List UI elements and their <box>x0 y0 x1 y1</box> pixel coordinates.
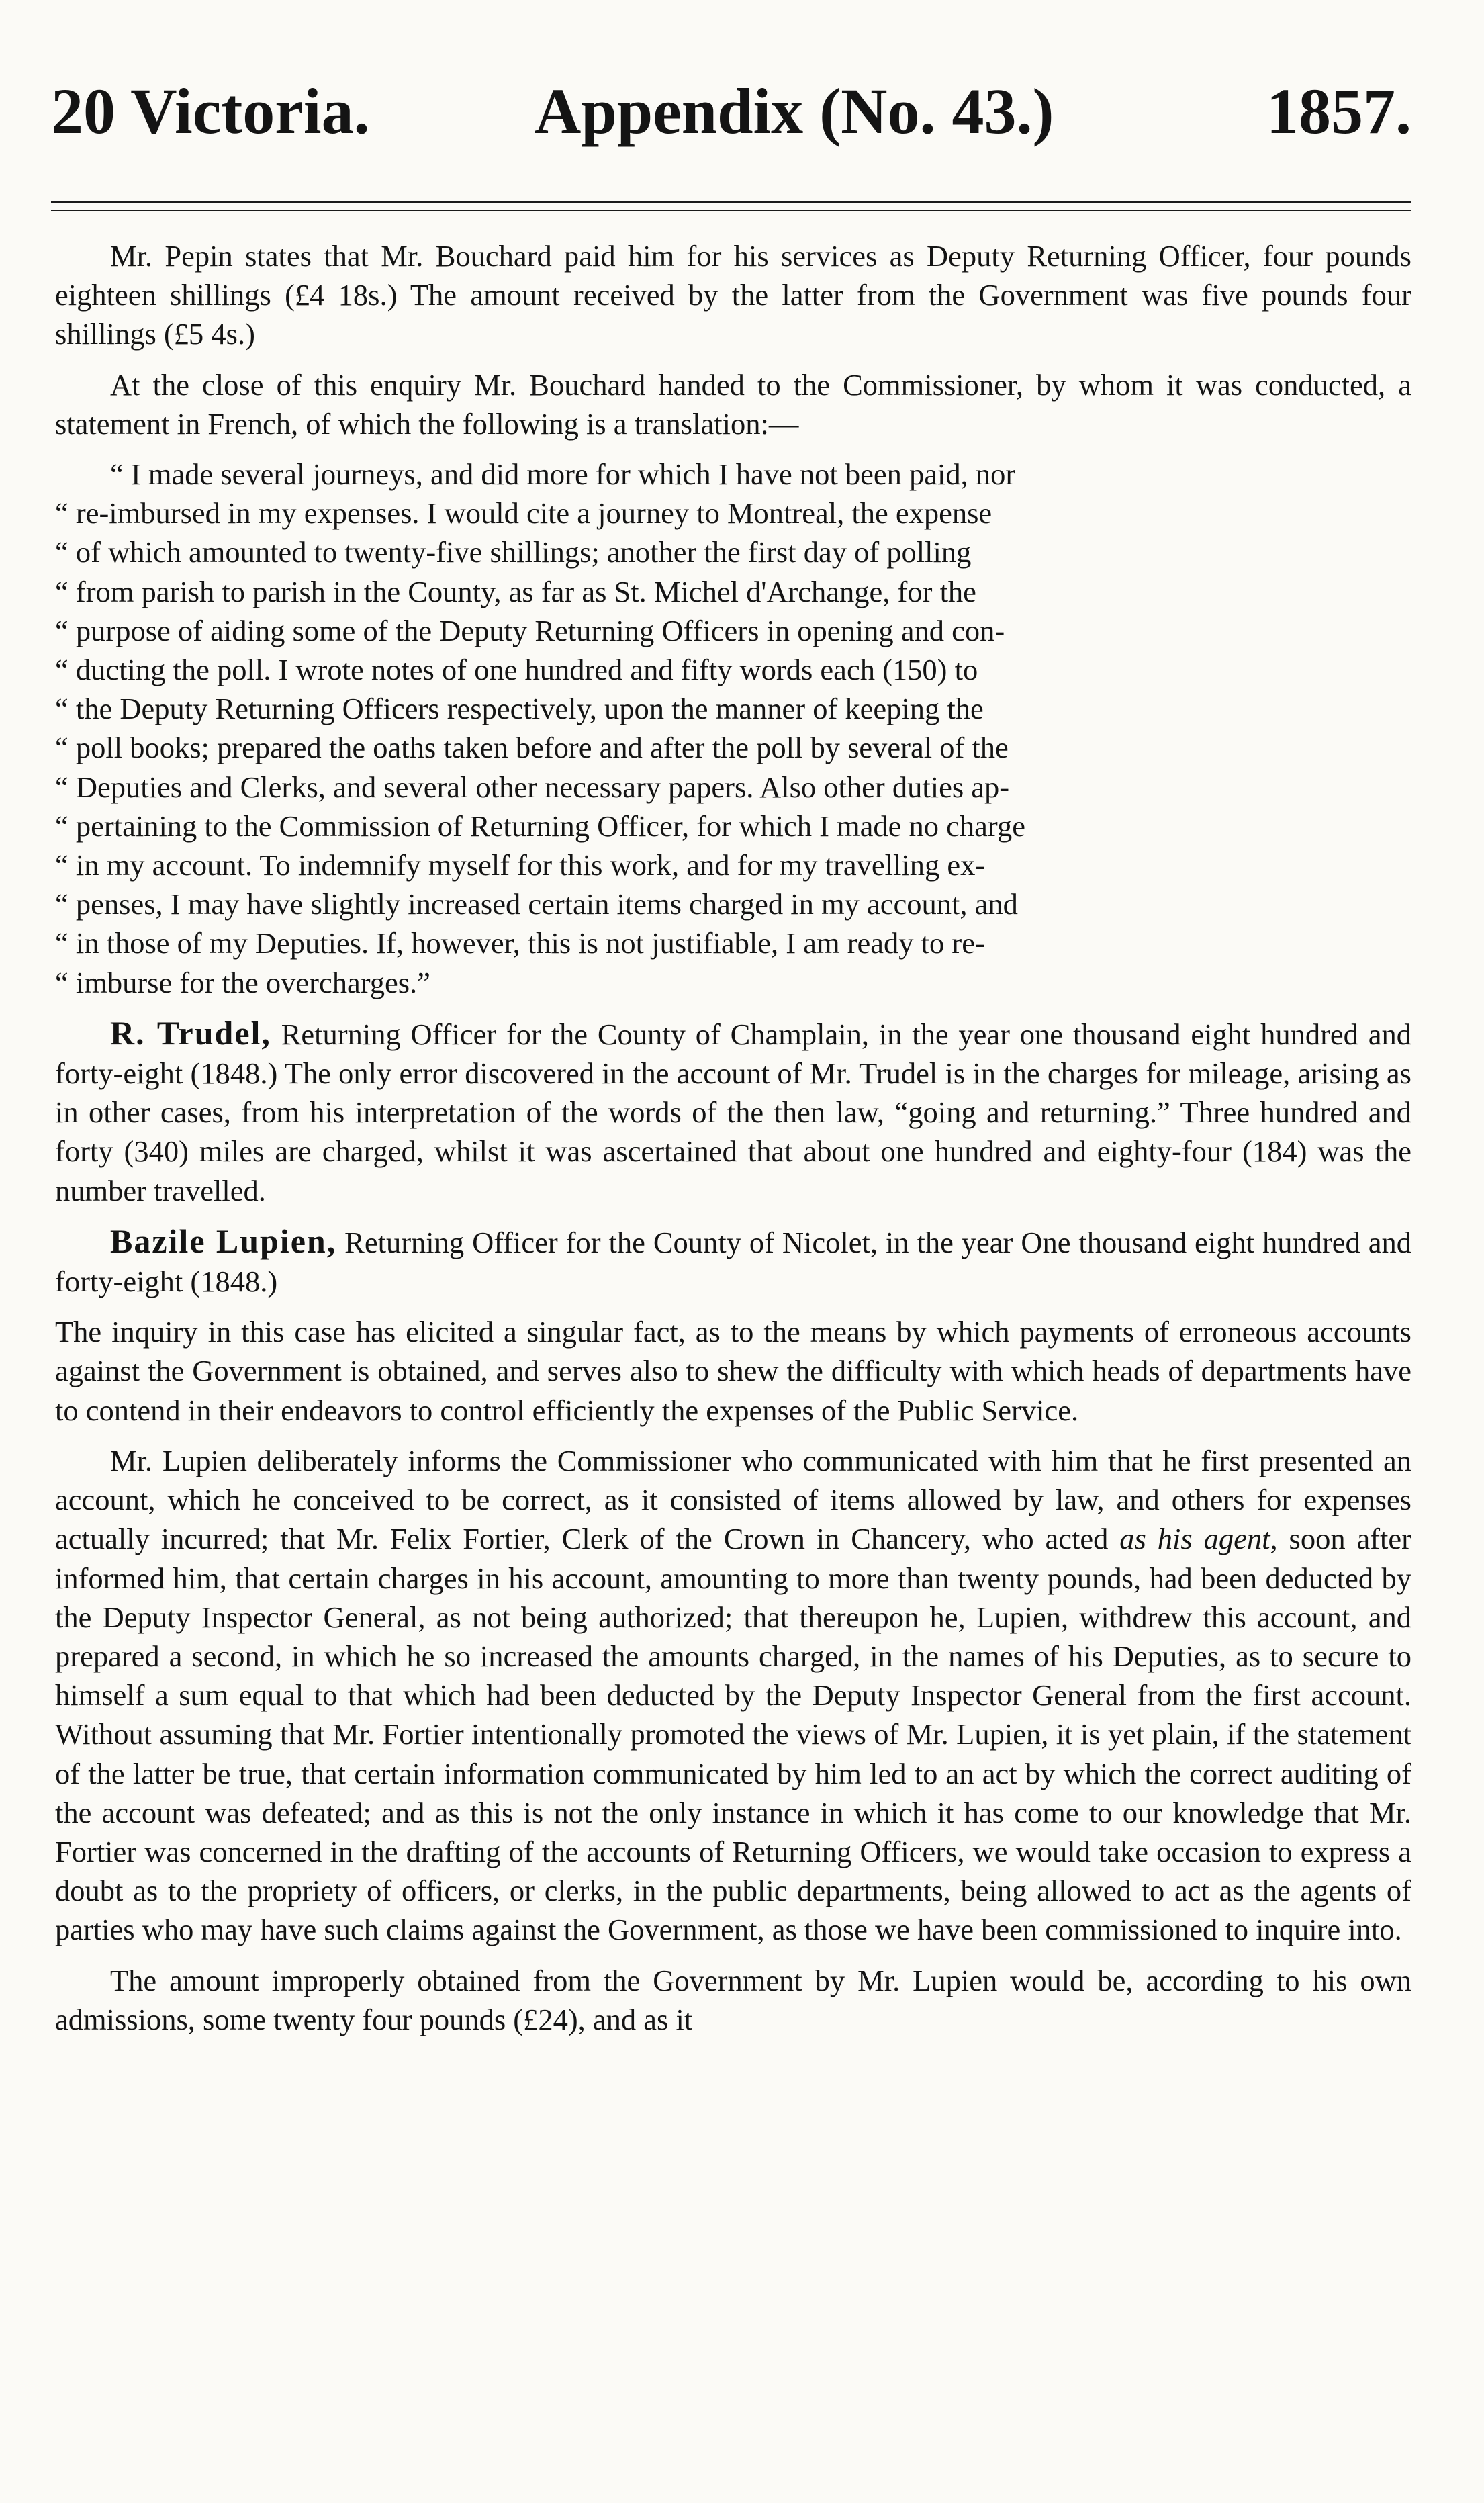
quote-line: “ I made several journeys, and did more for which I have not been paid, nor <box>55 455 1411 494</box>
quote-line: “ purpose of aiding some of the Deputy Returning Officers in opening and con- <box>55 611 1411 650</box>
quote-line: “ penses, I may have slightly increased certain items charged in my account, and <box>55 884 1411 923</box>
quote-line: “ the Deputy Returning Officers respectively, upon the manner of keeping the <box>55 689 1411 728</box>
quote-line: “ in those of my Deputies. If, however, this is not justifiable, I am ready to re- <box>55 923 1411 962</box>
quote-line: “ pertaining to the Commission of Returning Officer, for which I made no charge <box>55 807 1411 846</box>
paragraph-lupien-heading-text: Returning Officer for the County of Nicolet, in the year One thousand eight hundred and forty-eight (1848.) <box>55 1225 1411 1299</box>
quote-line: “ ducting the poll. I wrote notes of one hundred and fifty words each (150) to <box>55 650 1411 689</box>
quote-line: “ poll books; prepared the oaths taken before and after the poll by several of the <box>55 728 1411 767</box>
paragraph-lupien-account-b: soon after informed him, that certain charges in his account, amounting to more than twenty pounds, had been deducted by the Deputy Inspector General, as not being authorized; that thereupon he, Lupien, withdrew this account, and prepared a second, in which he so increased the amounts charged, in the names of his Deputies, as to secure to himself a sum equal to that which had been deducted by the Deputy Inspector General from the first account. Without assuming that Mr. Fortier intentionally promoted the views of Mr. Lupien, it is yet plain, if the statement of the latter be true, that certain information communicated by him led to an act by which the correct auditing of the account was defeated; and as this is not the only instance in which it has come to our knowledge that Mr. Fortier was concerned in the drafting of the accounts of Returning Officers, we would take occasion to express a doubt as to the propriety of officers, or clerks, in the public departments, being allowed to act as the agents of parties who may have such claims against the Government, as those we have been commissioned to inquire into. <box>55 1522 1411 1947</box>
header-rule-top <box>51 201 1411 203</box>
paragraph-enquiry-close: At the close of this enquiry Mr. Bouchard handed to the Commissioner, by whom it was conducted, a statement in French, of which the following is a translation:— <box>55 367 1411 441</box>
quote-line: “ Deputies and Clerks, and several other necessary papers. Also other duties ap- <box>55 768 1411 807</box>
paragraph-trudel-text: Returning Officer for the County of Champlain, in the year one thousand eight hundred and forty-eight (1848.) The only error discovered in the account of Mr. Trudel is in the charges for mileage, arising as in other cases, from his interpretation of the words of the then law, “going and returning.” Three hundred and forty (340) miles are charged, whilst it was ascertained that about one hundred and eighty-four (184) was the number travelled. <box>55 1017 1411 1208</box>
paragraph-amount: The amount improperly obtained from the Government by Mr. Lupien would be, according to his own admissions, some twenty four pounds (£24), and as it <box>55 1963 1411 2036</box>
paragraph-trudel <box>55 1013 1411 1210</box>
quoted-statement <box>55 455 1411 1002</box>
header-year: 1857. <box>1266 75 1411 147</box>
paragraph-inquiry: The inquiry in this case has elicited a singular fact, as to the means by which payments of erroneous accounts against the Government is obtained, and serves also to shew the difficulty with which heads of departments have to contend in their endeavors to control efficiently the expenses of the Public Service. <box>55 1315 1411 1427</box>
quote-line: “ in my account. To indemnify myself for this work, and for my travelling ex- <box>55 846 1411 884</box>
header-appendix-number: Appendix (No. 43.) <box>535 75 1054 147</box>
body-text <box>55 236 1411 2050</box>
name-lupien: Bazile Lupien, <box>110 1222 337 1260</box>
header-session: 20 Victoria. <box>51 75 370 147</box>
paragraph-pepin: Mr. Pepin states that Mr. Bouchard paid him for his services as Deputy Returning Officer, four pounds eighteen shillings (£4 18s.) The amount received by the latter from the Government was five pounds four shillings (£5 4s.) <box>55 239 1411 351</box>
header-rule-bottom <box>51 210 1411 211</box>
name-trudel: R. Trudel, <box>110 1013 271 1052</box>
paragraph-lupien-account <box>55 1441 1411 1950</box>
paragraph-lupien-heading <box>55 1222 1411 1301</box>
quote-line: “ from parish to parish in the County, as far as St. Michel d'Archange, for the <box>55 572 1411 611</box>
running-head <box>51 75 1411 167</box>
paragraph-lupien-account-a: Mr. Lupien deliberately informs the Commissioner who communicated with him that he first presented an account, which he conceived to be correct, as it consisted of items allowed by law, and others for expenses actually incurred; that Mr. Felix Fortier, Clerk of the Crown in Chancery, who acted <box>55 1443 1411 1556</box>
emphasis-agent: as his agent, <box>1119 1522 1278 1556</box>
quote-line: “ imburse for the overcharges.” <box>55 963 1411 1002</box>
quote-line: “ re-imbursed in my expenses. I would cite a journey to Montreal, the expense <box>55 494 1411 533</box>
quote-line: “ of which amounted to twenty-five shillings; another the first day of polling <box>55 533 1411 572</box>
